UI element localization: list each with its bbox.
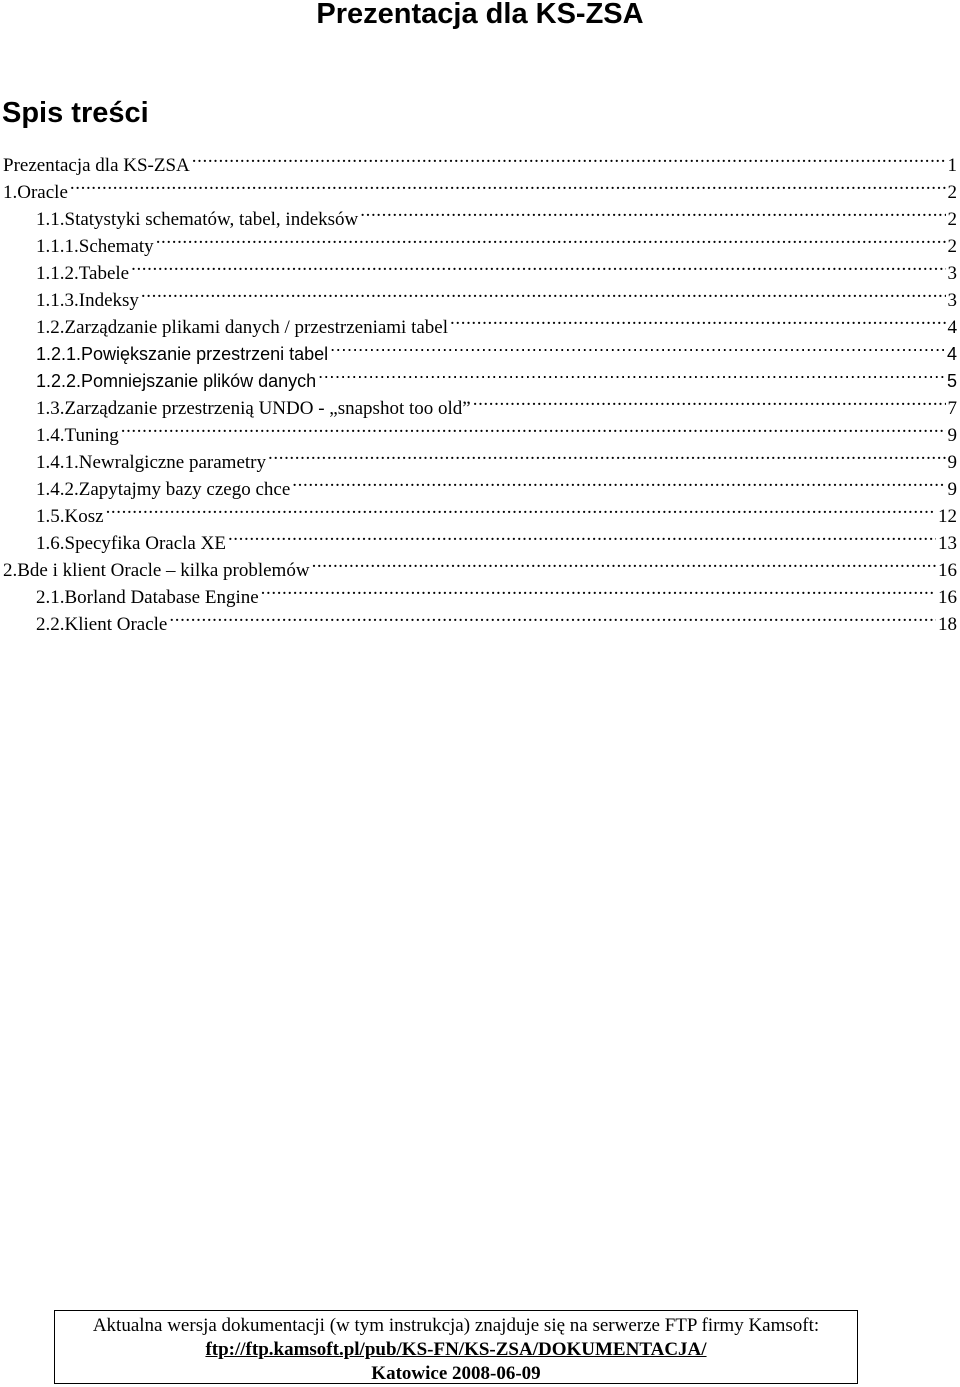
- toc-dot-leader: [192, 144, 946, 171]
- toc-entry-label: 1.3.Zarządzanie przestrzenią UNDO - „snapshot too old”: [36, 398, 471, 419]
- footer-ftp-link[interactable]: ftp://ftp.kamsoft.pl/pub/KS-FN/KS-ZSA/DOKUMENTACJA/: [205, 1339, 707, 1360]
- toc-entry[interactable]: [0, 306, 960, 338]
- toc-entry-label: 1.4.Tuning: [36, 425, 119, 446]
- toc-dot-leader: [141, 279, 946, 306]
- toc-entry-page-number: 13: [938, 533, 957, 554]
- toc-entry[interactable]: [0, 333, 960, 364]
- toc-entry-page-number: 4: [947, 317, 957, 338]
- toc-entry[interactable]: [0, 198, 960, 230]
- toc-dot-leader: [360, 198, 945, 225]
- toc-entry-label: 1.2.1.Powiększanie przestrzeni tabel: [36, 344, 329, 364]
- toc-entry[interactable]: [0, 495, 960, 527]
- toc-heading: Spis treści: [2, 97, 149, 129]
- toc-entry[interactable]: [0, 387, 960, 419]
- toc-entry-label: 1.1.3.Indeksy: [36, 290, 139, 311]
- toc-dot-leader: [312, 549, 936, 576]
- toc-dot-leader: [473, 387, 946, 414]
- toc-entry-label: 1.5.Kosz: [36, 506, 104, 527]
- toc-entry-label: 1.1.1.Schematy: [36, 236, 154, 257]
- toc-entry[interactable]: [0, 144, 960, 176]
- toc-entry-label: 1.2.Zarządzanie plikami danych / przestrzeniami tabel: [36, 317, 449, 338]
- toc-dot-leader: [261, 576, 936, 603]
- toc-dot-leader: [156, 225, 946, 252]
- toc-entry-label: 2.1.Borland Database Engine: [36, 587, 259, 608]
- toc-entry-page-number: 3: [947, 290, 957, 311]
- toc-entry[interactable]: [0, 549, 960, 581]
- toc-entry-label: 1.4.1.Newralgiczne parametry: [36, 452, 267, 473]
- document-title: Prezentacja dla KS-ZSA: [316, 0, 644, 30]
- toc-dot-leader: [131, 252, 945, 279]
- toc-entry-page-number: 18: [938, 614, 957, 635]
- toc-entry-label: 1.1.2.Tabele: [36, 263, 130, 284]
- toc-entry-label: 1.1.Statystyki schematów, tabel, indeksów: [36, 209, 359, 230]
- toc-entry-page-number: 2: [947, 209, 957, 230]
- table-of-contents: [0, 144, 960, 635]
- toc-entry[interactable]: [0, 414, 960, 446]
- toc-entry[interactable]: [0, 225, 960, 257]
- toc-dot-leader: [318, 360, 945, 387]
- toc-entry[interactable]: [0, 468, 960, 500]
- toc-entry-label: 2.Bde i klient Oracle – kilka problemów: [3, 560, 310, 581]
- toc-dot-leader: [121, 414, 946, 441]
- toc-entry[interactable]: [0, 576, 960, 608]
- footer-info-text: Aktualna wersja dokumentacji (w tym instrukcja) znajduje się na serwerze FTP firmy Kamsoft:: [92, 1315, 820, 1336]
- toc-dot-leader: [292, 468, 945, 495]
- toc-dot-leader: [169, 603, 936, 630]
- toc-entry[interactable]: [0, 279, 960, 311]
- toc-entry-page-number: 3: [947, 263, 957, 284]
- toc-dot-leader: [330, 333, 945, 360]
- toc-entry-page-number: 12: [938, 506, 957, 527]
- toc-dot-leader: [106, 495, 936, 522]
- toc-entry[interactable]: [0, 252, 960, 284]
- toc-entry-label: 1.4.2.Zapytajmy bazy czego chce: [36, 479, 291, 500]
- toc-entry-page-number: 9: [947, 425, 957, 446]
- toc-entry-label: 1.2.2.Pomniejszanie plików danych: [36, 371, 317, 391]
- toc-entry[interactable]: [0, 360, 960, 391]
- toc-dot-leader: [268, 441, 945, 468]
- toc-entry-label: 2.2.Klient Oracle: [36, 614, 168, 635]
- toc-entry-page-number: 9: [947, 479, 957, 500]
- toc-entry-label: 1.Oracle: [3, 182, 68, 203]
- toc-entry-page-number: 16: [938, 587, 957, 608]
- toc-entry-label: 1.6.Specyfika Oracla XE: [36, 533, 226, 554]
- toc-entry-label: Prezentacja dla KS-ZSA: [3, 155, 190, 176]
- toc-entry-page-number: 2: [947, 182, 957, 203]
- toc-entry-page-number: 7: [947, 398, 957, 419]
- toc-entry[interactable]: [0, 522, 960, 554]
- toc-entry-page-number: 1: [947, 155, 957, 176]
- toc-entry-page-number: 4: [946, 344, 957, 364]
- toc-entry[interactable]: [0, 441, 960, 473]
- toc-dot-leader: [228, 522, 936, 549]
- toc-entry-page-number: 9: [947, 452, 957, 473]
- toc-entry-page-number: 2: [947, 236, 957, 257]
- toc-entry-page-number: 5: [946, 371, 957, 391]
- footer-info-box: [54, 1310, 858, 1384]
- toc-dot-leader: [450, 306, 945, 333]
- toc-entry[interactable]: [0, 603, 960, 635]
- toc-dot-leader: [70, 171, 946, 198]
- footer-date: Katowice 2008-06-09: [371, 1363, 541, 1384]
- toc-entry[interactable]: [0, 171, 960, 203]
- toc-entry-page-number: 16: [938, 560, 957, 581]
